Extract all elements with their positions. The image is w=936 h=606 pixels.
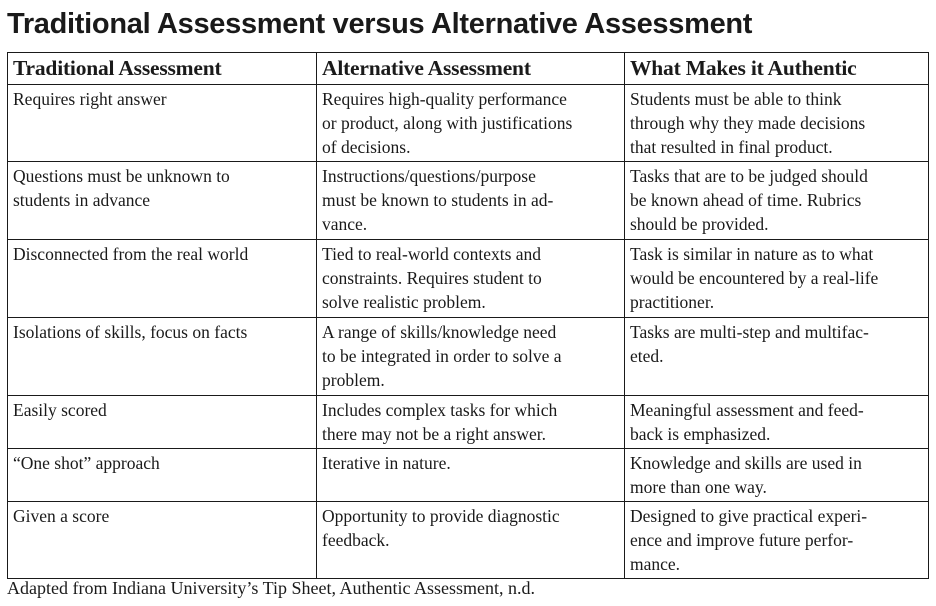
- table-row: [8, 85, 929, 162]
- table-cell-traditional: [8, 501, 317, 578]
- column-header-authentic: What Makes it Authentic: [625, 53, 929, 85]
- table-row: [8, 161, 929, 239]
- cell-text: Task is similar in nature as to what would be encountered by a real-life practitioner.: [630, 243, 879, 313]
- cell-text: Knowledge and skills are used in more than one way.: [630, 452, 862, 497]
- cell-text: Opportunity to provide diagnostic feedback.: [322, 505, 560, 550]
- source-note: Adapted from Indiana University’s Tip Sheet, Authentic Assessment, n.d.: [7, 578, 535, 598]
- table-cell-traditional: [8, 448, 317, 501]
- cell-text: Includes complex tasks for which there may not be a right answer.: [322, 399, 558, 444]
- table-cell-alternative: [317, 448, 625, 501]
- cell-text: Isolations of skills, focus on facts: [13, 321, 248, 342]
- table-cell-alternative: [317, 161, 625, 239]
- cell-text: Requires right answer: [13, 89, 167, 109]
- cell-text: Students must be able to think through why they made decisions that resulted in final product.: [630, 89, 866, 158]
- table-cell-authentic: [625, 501, 929, 578]
- table-cell-authentic: [625, 317, 929, 395]
- column-header-alternative: Alternative Assessment: [317, 53, 625, 85]
- cell-text: Instructions/questions/purpose must be known to students in ad- vance.: [322, 165, 554, 235]
- table-cell-traditional: [8, 85, 317, 162]
- table-row: [8, 448, 929, 501]
- cell-text: Given a score: [13, 505, 110, 526]
- table-cell-authentic: [625, 395, 929, 448]
- table-cell-alternative: [317, 239, 625, 317]
- cell-text: Easily scored: [13, 399, 107, 420]
- table-row: [8, 317, 929, 395]
- table-cell-authentic: [625, 448, 929, 501]
- table-row: [8, 395, 929, 448]
- table-cell-traditional: [8, 239, 317, 317]
- table-cell-authentic: [625, 239, 929, 317]
- cell-text: Meaningful assessment and feed- back is emphasized.: [630, 399, 864, 444]
- cell-text: Questions must be unknown to students in advance: [13, 165, 230, 210]
- table-cell-authentic: [625, 161, 929, 239]
- page-title: Traditional Assessment versus Alternative Assessment: [7, 8, 753, 40]
- assessment-comparison-table: [7, 52, 929, 579]
- table-cell-authentic: [625, 85, 929, 162]
- cell-text: Requires high-quality performance or product, along with justifications of decisions.: [322, 89, 573, 158]
- table-cell-alternative: [317, 317, 625, 395]
- table-cell-traditional: [8, 395, 317, 448]
- table-cell-alternative: [317, 501, 625, 578]
- table-cell-traditional: [8, 317, 317, 395]
- cell-text: A range of skills/knowledge need to be integrated in order to solve a problem.: [322, 321, 562, 391]
- cell-text: “One shot” approach: [13, 452, 160, 473]
- table-row: [8, 239, 929, 317]
- table-cell-alternative: [317, 85, 625, 162]
- cell-text: Tasks are multi-step and multifac- eted.: [630, 321, 869, 366]
- table-cell-traditional: [8, 161, 317, 239]
- cell-text: Tied to real-world contexts and constraints. Requires student to solve realistic problem.: [322, 243, 542, 313]
- table-header-row: [8, 53, 929, 85]
- cell-text: Disconnected from the real world: [13, 243, 249, 264]
- column-header-traditional: Traditional Assessment: [8, 53, 317, 85]
- cell-text: Iterative in nature.: [322, 452, 451, 473]
- cell-text: Designed to give practical experi- ence and improve future perfor- mance.: [630, 505, 868, 575]
- table-row: [8, 501, 929, 578]
- cell-text: Tasks that are to be judged should be known ahead of time. Rubrics should be provided.: [630, 165, 868, 235]
- table-cell-alternative: [317, 395, 625, 448]
